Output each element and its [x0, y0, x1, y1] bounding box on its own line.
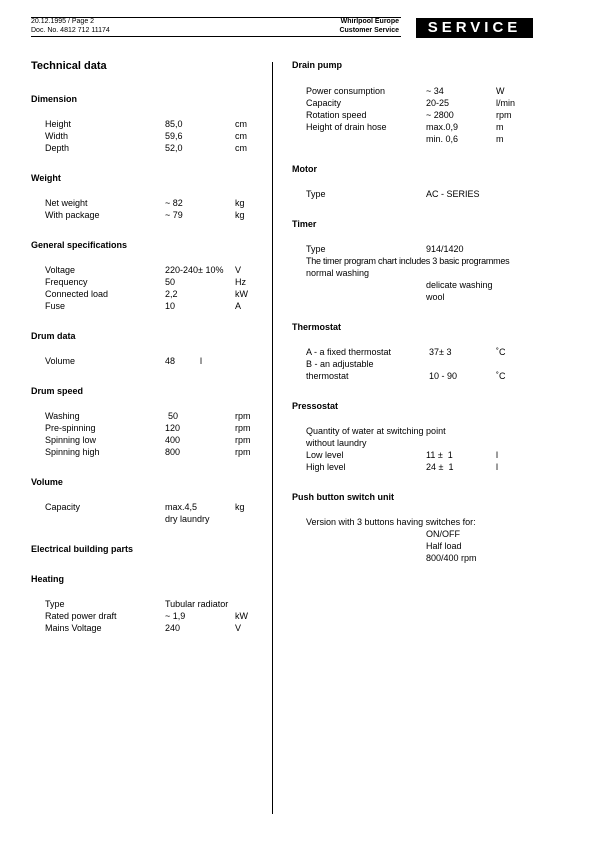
- row-label: Capacity: [45, 502, 81, 512]
- row-label: Pre-spinning: [45, 423, 96, 433]
- service-badge: SERVICE: [416, 18, 533, 38]
- row-label: Height of drain hose: [306, 122, 387, 132]
- row-label: Rated power draft: [45, 611, 117, 621]
- section-title-dimension: Dimension: [31, 94, 78, 104]
- row-unit: cm: [235, 119, 247, 129]
- row-label: Capacity: [306, 98, 342, 108]
- column-divider: [272, 62, 273, 814]
- section-title-weight: Weight: [31, 173, 61, 183]
- row-label: High level: [306, 462, 346, 472]
- row-unit: rpm: [235, 423, 251, 433]
- row-label: Spinning low: [45, 435, 97, 445]
- row-unit: kg: [235, 502, 245, 512]
- row-unit: cm: [235, 131, 247, 141]
- timer-program: wool: [426, 292, 445, 302]
- pressostat-intro: without laundry: [306, 438, 367, 448]
- row-value: 240: [165, 623, 181, 633]
- row-value: 2,2: [165, 289, 178, 299]
- pressostat-intro: Quantity of water at switching point: [306, 426, 446, 436]
- timer-type-label: Type: [306, 244, 326, 254]
- row-unit: ˚C: [496, 347, 506, 357]
- section-title-drum-speed: Drum speed: [31, 386, 84, 396]
- row-value: 20-25: [426, 98, 450, 108]
- row-unit: ˚C: [496, 371, 506, 381]
- section-title-heating: Heating: [31, 574, 65, 584]
- row-value: 220-240± 10%: [165, 265, 224, 275]
- row-unit: kg: [235, 210, 245, 220]
- row-value: ~ 1,9: [165, 611, 186, 621]
- row-value: 37± 3: [429, 347, 452, 357]
- row-unit: m: [496, 122, 504, 132]
- row-value: AC - SERIES: [426, 189, 480, 199]
- row-unit: l: [200, 356, 202, 366]
- row-label: Frequency: [45, 277, 88, 287]
- row-unit: W: [496, 86, 505, 96]
- push-button-intro: Version with 3 buttons having switches for:: [306, 517, 476, 527]
- section-title-pressostat: Pressostat: [292, 401, 339, 411]
- row-label: B - an adjustable: [306, 359, 374, 369]
- row-value: 59,6: [165, 131, 183, 141]
- row-label: Type: [306, 189, 326, 199]
- section-title-electrical: Electrical building parts: [31, 544, 134, 554]
- section-title-thermostat: Thermostat: [292, 322, 342, 332]
- row-value: 400: [165, 435, 181, 445]
- row-value: 120: [165, 423, 181, 433]
- row-label: Type: [45, 599, 65, 609]
- row-label: A - a fixed thermostat: [306, 347, 392, 357]
- row-value: 85,0: [165, 119, 183, 129]
- row-label: thermostat: [306, 371, 349, 381]
- row-value: Tubular radiator: [165, 599, 229, 609]
- row-unit: kW: [235, 611, 248, 621]
- section-title-general: General specifications: [31, 240, 128, 250]
- section-title-volume: Volume: [31, 477, 63, 487]
- row-label: With package: [45, 210, 100, 220]
- row-value: 52,0: [165, 143, 183, 153]
- row-value: 11 ± 1: [426, 450, 453, 460]
- row-unit: kW: [235, 289, 248, 299]
- row-label: Volume: [45, 356, 76, 366]
- row-label: Width: [45, 131, 69, 141]
- row-value: 10 - 90: [429, 371, 458, 381]
- row-label: Fuse: [45, 301, 66, 311]
- header-company: Whirlpool Europe: [340, 18, 399, 25]
- row-label: Washing: [45, 411, 80, 421]
- row-unit: V: [235, 623, 242, 633]
- row-unit: kg: [235, 198, 245, 208]
- row-label: Spinning high: [45, 447, 100, 457]
- row-label: Depth: [45, 143, 70, 153]
- section-title-push-button: Push button switch unit: [292, 492, 394, 502]
- push-button-item: ON/OFF: [426, 529, 460, 539]
- row-label: Power consumption: [306, 86, 386, 96]
- row-value: 50: [168, 411, 179, 421]
- row-unit: rpm: [496, 110, 512, 120]
- row-value: ~ 79: [165, 210, 183, 220]
- row-label: Mains Voltage: [45, 623, 102, 633]
- row-unit: l/min: [496, 98, 516, 108]
- header-bottom-rule: [31, 36, 401, 37]
- row-unit: A: [235, 301, 242, 311]
- row-label: Connected load: [45, 289, 109, 299]
- row-unit: m: [496, 134, 504, 144]
- row-value: 48: [165, 356, 176, 366]
- row-value: 50: [165, 277, 176, 287]
- row-value: ~ 82: [165, 198, 183, 208]
- row-label: Height: [45, 119, 72, 129]
- timer-type-value: 914/1420: [426, 244, 464, 254]
- section-title-drum-data: Drum data: [31, 331, 76, 341]
- section-title-drain-pump: Drain pump: [292, 60, 343, 70]
- timer-program: delicate washing: [426, 280, 493, 290]
- row-value: 10: [165, 301, 176, 311]
- row-value: ~ 34: [426, 86, 444, 96]
- row-unit: l: [496, 462, 498, 472]
- row-label: Voltage: [45, 265, 76, 275]
- section-title-timer: Timer: [292, 219, 317, 229]
- header-top-rule: [31, 17, 401, 18]
- section-title-motor: Motor: [292, 164, 317, 174]
- row-value: max.0,9: [426, 122, 459, 132]
- row-unit: rpm: [235, 411, 251, 421]
- row-value: min. 0,6: [426, 134, 459, 144]
- page-title: Technical data: [31, 60, 107, 72]
- push-button-item: Half load: [426, 541, 462, 551]
- header-doc-number: Doc. No. 4812 712 11174: [31, 27, 110, 34]
- row-unit: cm: [235, 143, 247, 153]
- row-value: ~ 2800: [426, 110, 454, 120]
- push-button-item: 800/400 rpm: [426, 553, 477, 563]
- row-unit: rpm: [235, 447, 251, 457]
- row-value: 800: [165, 447, 181, 457]
- row-unit: Hz: [235, 277, 246, 287]
- row-value: dry laundry: [165, 514, 210, 524]
- timer-description: The timer program chart includes 3 basic programmes: [306, 256, 510, 266]
- row-value: 24 ± 1: [426, 462, 454, 472]
- row-unit: rpm: [235, 435, 251, 445]
- row-label: Low level: [306, 450, 344, 460]
- row-label: Net weight: [45, 198, 88, 208]
- header-date-page: 20.12.1995 / Page 2: [31, 18, 95, 25]
- row-label: Rotation speed: [306, 110, 367, 120]
- row-unit: l: [496, 450, 498, 460]
- timer-program: normal washing: [306, 268, 370, 278]
- row-unit: V: [235, 265, 242, 275]
- header-department: Customer Service: [339, 27, 399, 34]
- row-value: max.4,5: [165, 502, 198, 512]
